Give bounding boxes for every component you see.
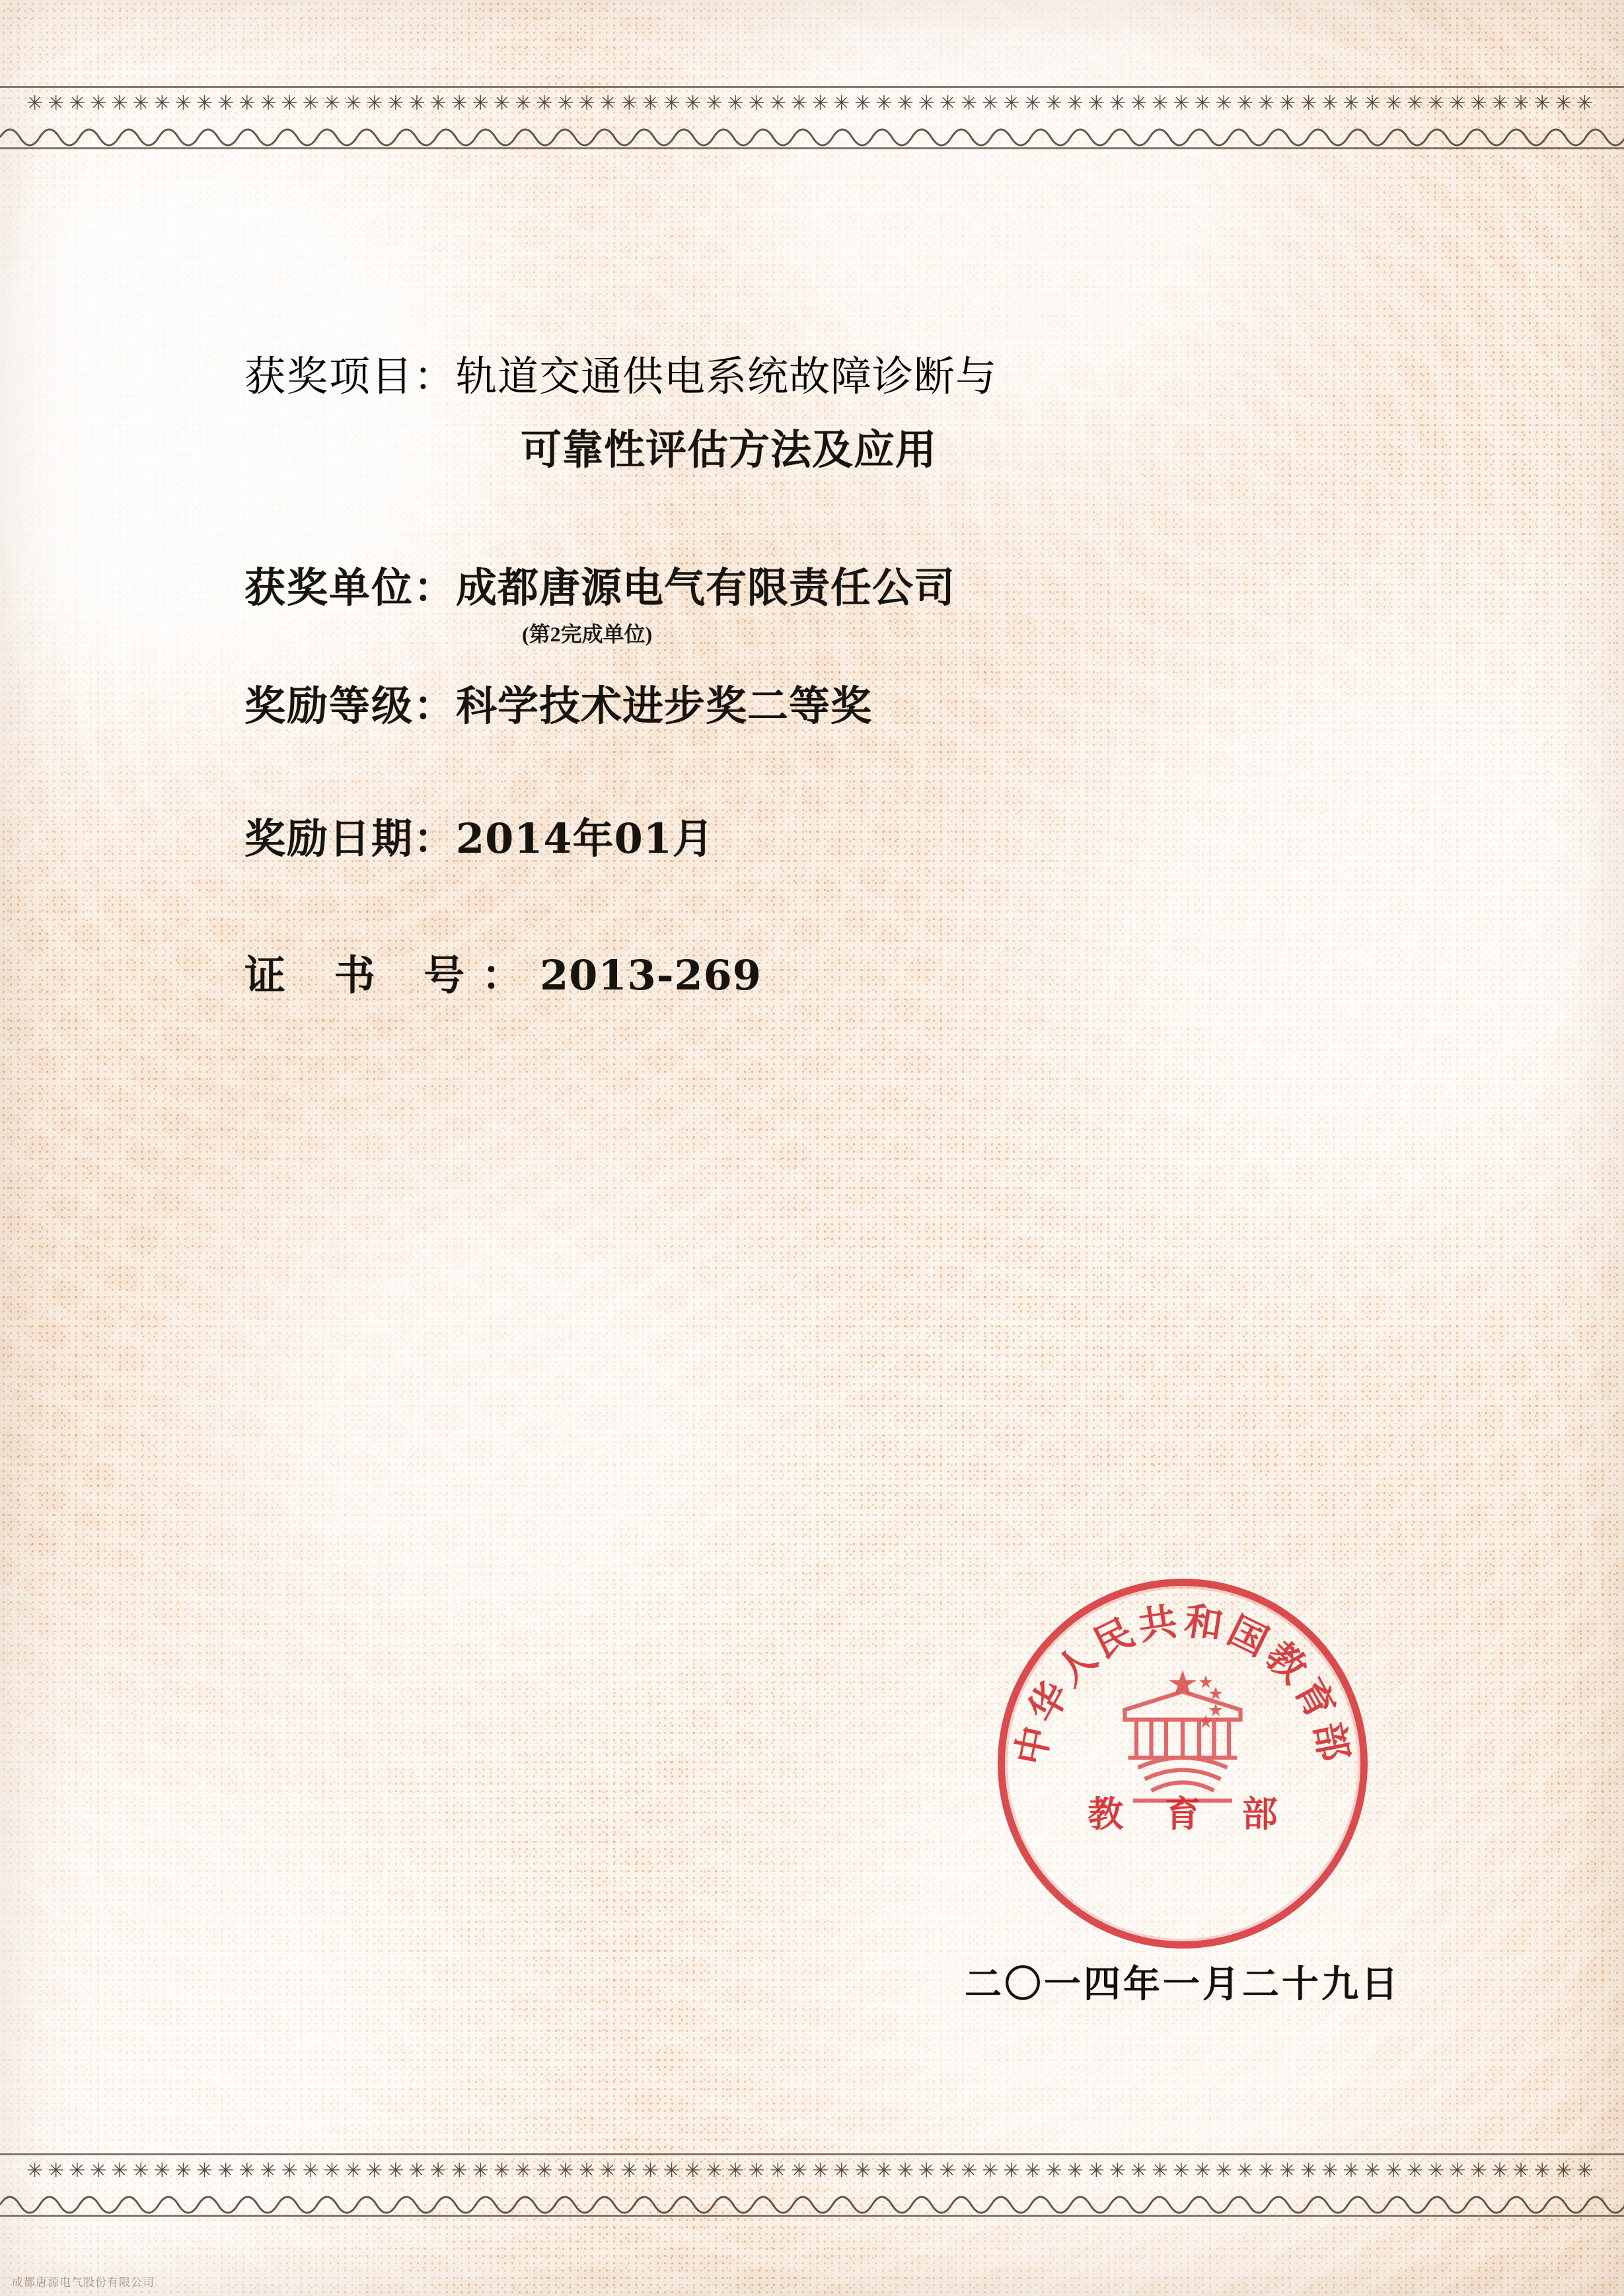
bottom-rule-upper: [0, 2153, 1624, 2155]
seal-date: 二〇一四年一月二十九日: [965, 1962, 1401, 2006]
top-rule-upper: [0, 86, 1624, 88]
certificate-number-label: 证 书 号：: [244, 951, 540, 999]
top-rule-lower: [0, 147, 1624, 149]
field-unit: [244, 555, 1407, 614]
unit-label: 获奖单位：: [244, 563, 457, 612]
seal-outer-textpath: 中华人民共和国教育部: [1007, 1598, 1358, 1769]
bottom-border-band: [0, 2153, 1624, 2217]
grade-label: 奖励等级：: [244, 682, 457, 730]
wave-motif-bottom: [0, 2185, 1624, 2215]
watermark-text: 成都唐源电气股份有限公司: [12, 2276, 155, 2289]
field-award-date: [244, 806, 1407, 865]
field-grade: [244, 673, 1407, 732]
award-date-label: 奖励日期：: [244, 814, 457, 863]
certificate-body: [244, 343, 1407, 1001]
seal-center-text: 教 育 部: [1088, 1792, 1292, 1835]
official-seal: [998, 1579, 1368, 1949]
unit-note: (第2完成单位): [522, 622, 653, 646]
certificate-number-value: 2013-269: [540, 951, 762, 999]
grade-value: 科学技术进步奖二等奖: [456, 682, 873, 730]
unit-value: 成都唐源电气有限责任公司: [456, 563, 956, 612]
wave-motif-top: [0, 118, 1624, 148]
field-certificate-number: [244, 943, 1407, 1001]
field-project: [244, 343, 1407, 476]
bottom-rule-lower: [0, 2215, 1624, 2217]
asterisk-motif-row-bottom: ✳✳✳✳✳✳✳✳✳✳✳✳✳✳✳✳✳✳✳✳✳✳✳✳✳✳✳✳✳✳✳✳✳✳✳✳✳✳✳✳✳✳✳✳✳✳✳✳✳✳✳✳✳✳✳✳✳✳✳✳✳✳✳✳✳✳✳✳✳✳✳✳✳✳: [26, 2159, 1598, 2182]
top-border-band: [0, 86, 1624, 149]
project-label: 获奖项目：: [244, 355, 457, 400]
asterisk-motif-row-top: ✳✳✳✳✳✳✳✳✳✳✳✳✳✳✳✳✳✳✳✳✳✳✳✳✳✳✳✳✳✳✳✳✳✳✳✳✳✳✳✳✳✳✳✳✳✳✳✳✳✳✳✳✳✳✳✳✳✳✳✳✳✳✳✳✳✳✳✳✳✳✳✳✳✳: [26, 92, 1598, 115]
project-value-line2: 可靠性评估方法及应用: [521, 428, 938, 473]
award-date-value: 2014年01月: [456, 814, 714, 863]
project-value-line1: 轨道交通供电系统故障诊断与: [456, 355, 998, 400]
